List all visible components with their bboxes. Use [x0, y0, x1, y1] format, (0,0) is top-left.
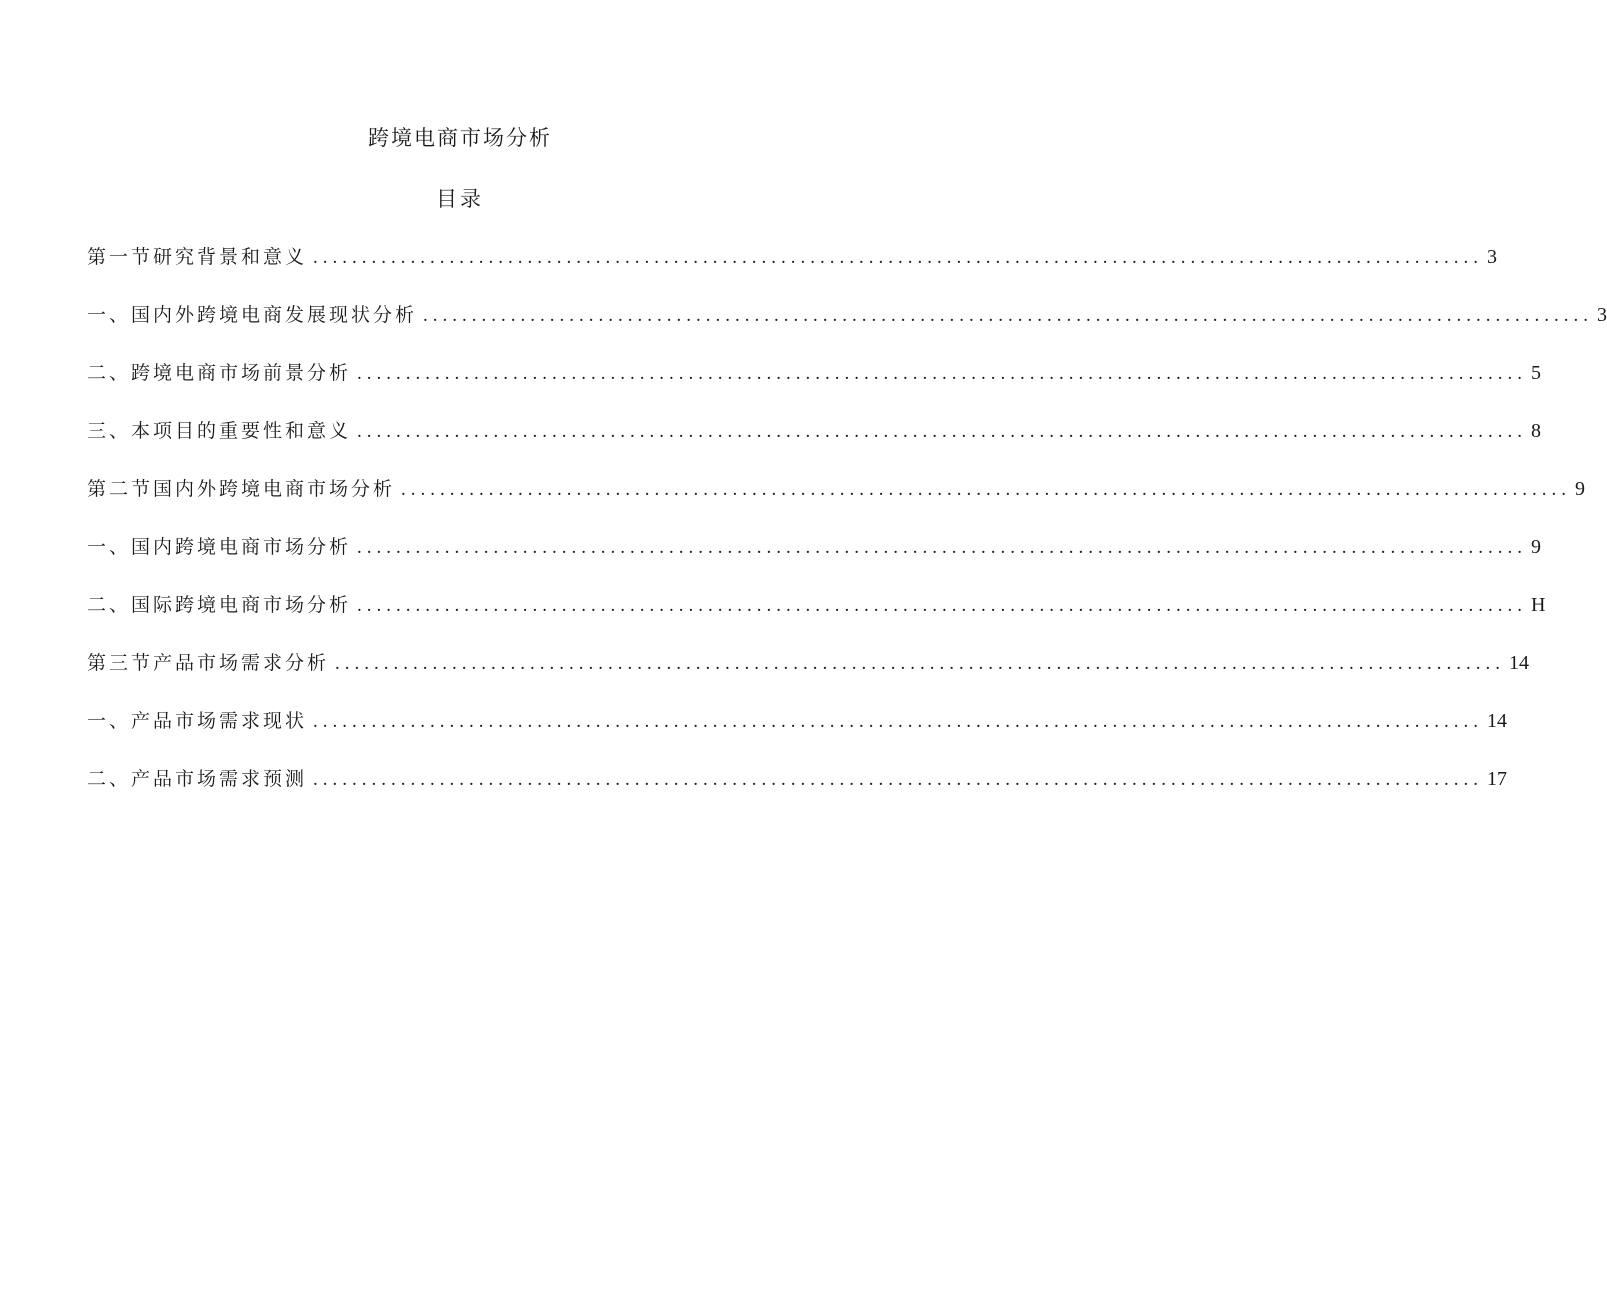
table-of-contents	[87, 241, 1607, 821]
toc-dot-leader: ........................................................................................................................	[313, 769, 1484, 790]
toc-page-number: 3	[1597, 304, 1607, 326]
toc-entry-text: 二、国际跨境电商市场分析	[87, 594, 352, 616]
toc-entry-text: 二、产品市场需求预测	[87, 768, 308, 790]
toc-entry-text: 二、跨境电商市场前景分析	[87, 362, 352, 384]
toc-dot-leader: ........................................................................................................................	[357, 595, 1528, 616]
toc-entry-text: 一、国内跨境电商市场分析	[87, 536, 352, 558]
toc-page-number: 9	[1531, 536, 1542, 558]
toc-entry-text: 第二节国内外跨境电商市场分析	[87, 478, 396, 500]
toc-entry[interactable]	[87, 647, 1530, 705]
toc-page-number: 5	[1531, 362, 1542, 384]
toc-page-number: H	[1531, 594, 1546, 616]
toc-entry[interactable]	[87, 241, 1498, 299]
toc-entry[interactable]	[87, 357, 1542, 415]
toc-page-number: 14	[1487, 710, 1508, 732]
toc-entry-text: 一、国内外跨境电商发展现状分析	[87, 304, 418, 326]
toc-dot-leader: ........................................................................................................................	[357, 537, 1528, 558]
toc-entry-text: 第三节产品市场需求分析	[87, 652, 330, 674]
toc-page-number: 9	[1575, 478, 1586, 500]
toc-page-number: 14	[1509, 652, 1530, 674]
toc-entry[interactable]	[87, 705, 1508, 763]
toc-entry[interactable]	[87, 531, 1542, 589]
toc-entry-text: 一、产品市场需求现状	[87, 710, 308, 732]
toc-heading: 目录	[436, 187, 484, 211]
toc-entry[interactable]	[87, 589, 1546, 647]
document-title: 跨境电商市场分析	[368, 126, 552, 150]
toc-entry-text: 第一节研究背景和意义	[87, 246, 308, 268]
toc-entry[interactable]	[87, 415, 1542, 473]
toc-entry[interactable]	[87, 473, 1586, 531]
toc-dot-leader: ........................................................................................................................	[401, 479, 1572, 500]
toc-dot-leader: ........................................................................................................................	[313, 711, 1484, 732]
toc-entry[interactable]	[87, 299, 1607, 357]
toc-page-number: 3	[1487, 246, 1498, 268]
toc-page-number: 8	[1531, 420, 1542, 442]
toc-entry[interactable]	[87, 763, 1508, 821]
toc-dot-leader: ........................................................................................................................	[423, 305, 1594, 326]
toc-dot-leader: ........................................................................................................................	[357, 363, 1528, 384]
toc-dot-leader: ........................................................................................................................	[357, 421, 1528, 442]
toc-dot-leader: ........................................................................................................................	[335, 653, 1506, 674]
toc-entry-text: 三、本项目的重要性和意义	[87, 420, 352, 442]
toc-page-number: 17	[1487, 768, 1508, 790]
toc-dot-leader: ........................................................................................................................	[313, 247, 1484, 268]
